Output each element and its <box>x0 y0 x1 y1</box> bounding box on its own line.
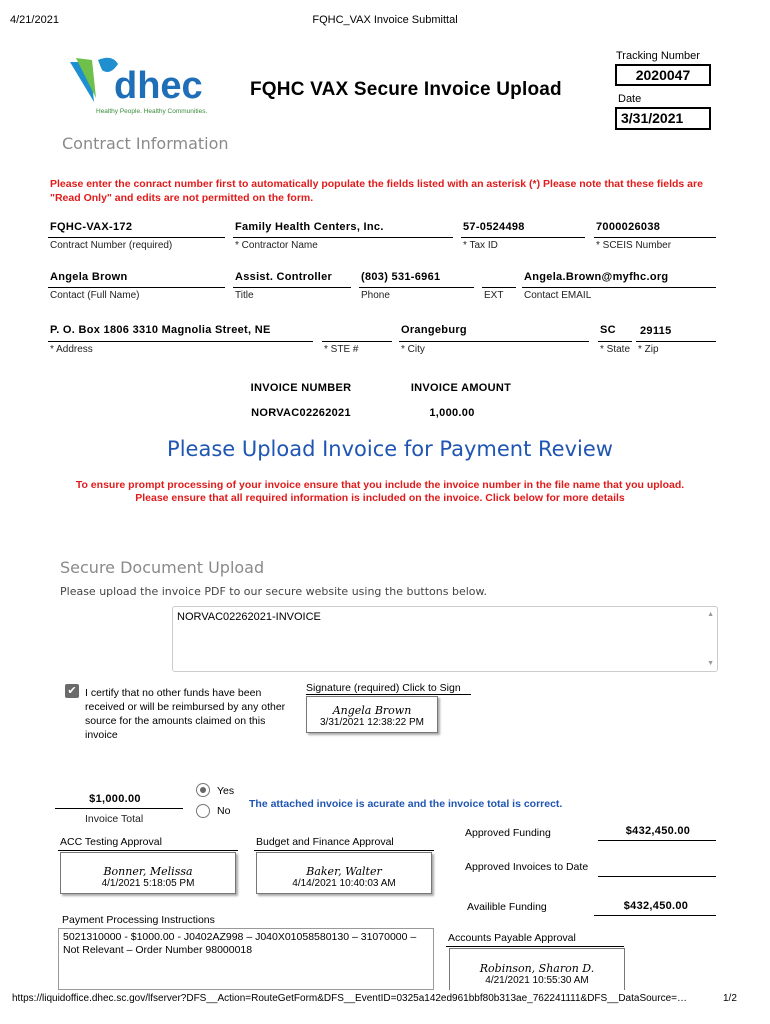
dhec-logo <box>62 50 227 122</box>
scroll-up-icon[interactable]: ▲ <box>707 611 714 618</box>
signature-label: Signature (required) Click to Sign <box>306 682 461 694</box>
print-title: FQHC_VAX Invoice Submittal <box>312 14 458 26</box>
budget-approval-box[interactable] <box>256 852 432 894</box>
print-footer-url: https://liquidoffice.dhec.sc.gov/lfserver?DFS__Action=RouteGetForm&DFS__EventID=0325a142ed961bbf80b313ae_762241111&DFS__DataSource=… <box>12 993 687 1004</box>
upload-notice-2: Please ensure that all required information is included on the invoice. Click below for more details <box>135 492 625 504</box>
approved-funding-field[interactable]: $432,450.00 <box>625 825 691 837</box>
file-name-textarea[interactable] <box>172 606 718 672</box>
phone-field[interactable]: (803) 531-6961 <box>361 271 441 283</box>
acc-approval-label: ACC Testing Approval <box>60 836 162 848</box>
no-label: No <box>217 805 231 817</box>
address-field[interactable]: P. O. Box 1806 3310 Magnolia Street, NE <box>50 324 271 336</box>
state-label: * State <box>600 344 631 355</box>
tracking-number-field[interactable]: 2020047 <box>615 64 711 86</box>
budget-approval-label: Budget and Finance Approval <box>256 836 394 848</box>
tax-id-field[interactable]: 57-0524498 <box>463 221 525 233</box>
contract-number-label: Contract Number (required) <box>50 240 173 251</box>
ext-label: EXT <box>484 290 504 301</box>
ap-approval-name: Robinson, Sharon D. <box>479 962 595 975</box>
signature-name: Angela Brown <box>332 704 412 717</box>
invoice-amount-field[interactable]: 1,000.00 <box>429 407 475 419</box>
email-label: Contact EMAIL <box>524 290 592 301</box>
acc-approval-time: 4/1/2021 5:18:05 PM <box>101 878 195 889</box>
phone-label: Phone <box>361 290 390 301</box>
contact-label: Contact (Full Name) <box>50 290 140 301</box>
sceis-label: * SCEIS Number <box>596 240 672 251</box>
date-label: Date <box>618 93 642 105</box>
upload-instructions: Please upload the invoice PDF to our secure website using the buttons below. <box>60 585 487 598</box>
invoice-total-field[interactable]: $1,000.00 <box>89 793 141 805</box>
page-title: FQHC VAX Secure Invoice Upload <box>250 79 562 100</box>
print-date: 4/21/2021 <box>10 14 59 26</box>
contract-notice: Please enter the conract number first to automatically populate the fields listed with an asterisk (*) Please note that these fields are "Read Only" and edits are not permitted on the form. <box>50 178 703 204</box>
address-label: * Address <box>50 344 93 355</box>
date-field[interactable]: 3/31/2021 <box>615 107 711 130</box>
accuracy-statement: The attached invoice is acurate and the invoice total is correct. <box>249 798 563 810</box>
title-label: Title <box>235 290 254 301</box>
secure-upload-title: Secure Document Upload <box>60 558 265 577</box>
logo-tagline: Healthy People. Healthy Communities. <box>96 108 208 115</box>
payment-instructions-field[interactable]: 5021310000 - $1000.00 - J0402AZ998 – J040X01058580130 – 31070000 – Not Relevant – Order Number 98000018 <box>58 928 434 990</box>
radio-selected-dot <box>200 787 206 793</box>
invoice-total-label: Invoice Total <box>85 813 144 825</box>
state-field[interactable]: SC <box>600 324 616 336</box>
invoice-number-field[interactable]: NORVAC02262021 <box>251 407 351 419</box>
certify-text: I certify that no other funds have been received or will be reimbursed by any other source for the amounts claimed on this invoice <box>85 687 286 741</box>
certify-checkbox[interactable] <box>65 684 79 698</box>
yes-label: Yes <box>217 785 235 797</box>
email-field[interactable]: Angela.Brown@myfhc.org <box>524 271 669 283</box>
signature-time: 3/31/2021 12:38:22 PM <box>320 717 424 728</box>
invoice-number-label: INVOICE NUMBER <box>250 382 352 394</box>
checkmark-icon: ✔ <box>67 685 77 697</box>
contract-number-field[interactable]: FQHC-VAX-172 <box>50 221 133 233</box>
no-radio[interactable] <box>196 804 210 818</box>
yes-radio[interactable] <box>196 783 210 797</box>
city-field[interactable]: Orangeburg <box>401 324 467 336</box>
ap-approval-time: 4/21/2021 10:55:30 AM <box>485 975 589 986</box>
scroll-down-icon[interactable]: ▼ <box>707 660 714 667</box>
budget-approval-time: 4/14/2021 10:40:03 AM <box>292 878 396 889</box>
approved-invoices-label: Approved Invoices to Date <box>465 861 589 873</box>
sceis-field[interactable]: 7000026038 <box>596 221 661 233</box>
upload-title: Please Upload Invoice for Payment Review <box>167 437 613 461</box>
payment-instructions-label: Payment Processing Instructions <box>62 914 215 926</box>
acc-approval-name: Bonner, Melissa <box>103 865 193 878</box>
contractor-name-field[interactable]: Family Health Centers, Inc. <box>235 221 384 233</box>
budget-approval-name: Baker, Walter <box>306 865 382 878</box>
city-label: * City <box>401 344 425 355</box>
contract-section-title: Contract Information <box>62 134 229 153</box>
zip-label: * Zip <box>638 344 659 355</box>
svg-text:dhec: dhec <box>114 65 203 107</box>
signature-box[interactable] <box>306 696 438 733</box>
tracking-label: Tracking Number <box>616 50 700 62</box>
contact-field[interactable]: Angela Brown <box>50 271 128 283</box>
ap-approval-box[interactable] <box>449 948 625 990</box>
file-name-value: NORVAC02262021-INVOICE <box>177 611 321 623</box>
approved-funding-label: Approved Funding <box>465 827 551 839</box>
ap-approval-label: Accounts Payable Approval <box>448 932 576 944</box>
tax-id-label: * Tax ID <box>463 240 498 251</box>
available-funding-field[interactable]: $432,450.00 <box>623 900 689 912</box>
print-footer-page: 1/2 <box>723 993 737 1004</box>
upload-notice-1: To ensure prompt processing of your invoice ensure that you include the invoice number in the file name that you upload. <box>75 479 685 491</box>
available-funding-label: Availible Funding <box>467 901 547 913</box>
zip-field[interactable]: 29115 <box>640 325 672 337</box>
ste-label: * STE # <box>324 344 359 355</box>
title-field[interactable]: Assist. Controller <box>235 271 333 283</box>
acc-approval-box[interactable] <box>60 852 236 894</box>
invoice-amount-label: INVOICE AMOUNT <box>410 382 512 394</box>
contractor-name-label: * Contractor Name <box>235 240 318 251</box>
